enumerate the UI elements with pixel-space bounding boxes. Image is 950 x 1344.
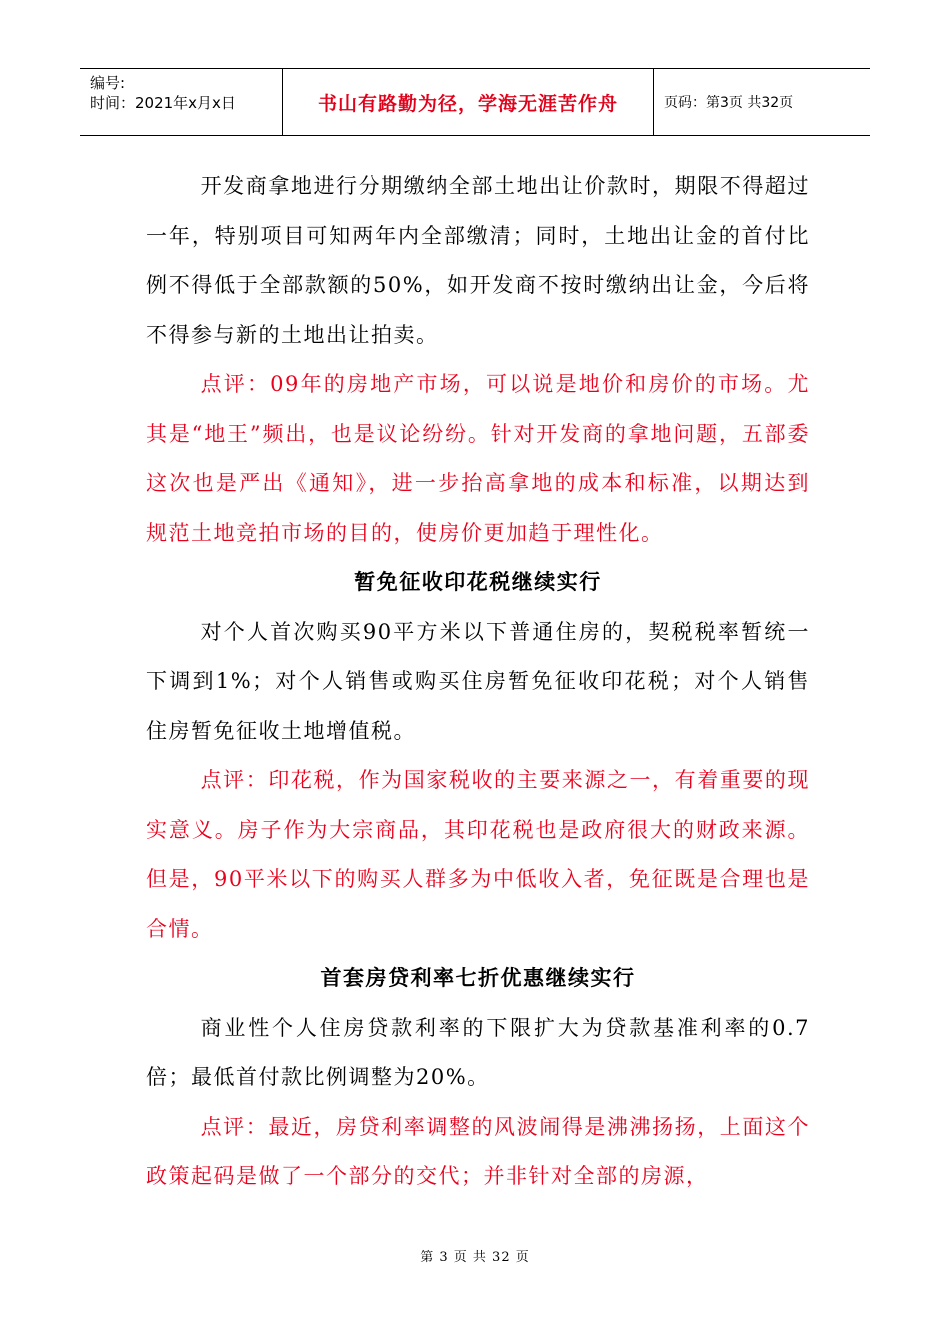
section-heading: 首套房贷利率七折优惠继续实行 — [320, 966, 636, 990]
comment-paragraph: 点评：印花税，作为国家税收的主要来源之一，有着重要的现实意义。房子作为大宗商品，其印花税也是政府很大的财政来源。但是，90平米以下的购买人群多为中低收入者，免征既是合理也是合情。 — [146, 768, 810, 941]
page-footer: 第 3 页 共 32 页 — [420, 1250, 530, 1265]
header-page-info: 页码：第3页 共32页 — [664, 95, 794, 111]
page-header — [80, 68, 870, 136]
paragraph: 开发商拿地进行分期缴纳全部土地出让价款时，期限不得超过一年，特别项目可知两年内全部缴清；同时，土地出让金的首付比例不得低于全部款额的50%，如开发商不按时缴纳出让金，今后将不得参与新的土地出让拍卖。 — [146, 174, 810, 347]
section-heading: 暂免征收印花税继续实行 — [354, 570, 602, 594]
comment-paragraph: 点评：09年的房地产市场，可以说是地价和房价的市场。尤其是“地王”频出，也是议论纷纷。针对开发商的拿地问题，五部委这次也是严出《通知》，进一步抬高拿地的成本和标准，以期达到规范土地竞拍市场的目的，使房价更加趋于理性化。 — [146, 372, 810, 545]
paragraph: 对个人首次购买90平方米以下普通住房的，契税税率暂统一下调到1%；对个人销售或购买住房暂免征收印花税；对个人销售住房暂免征收土地增值税。 — [146, 619, 810, 743]
comment-paragraph: 点评：最近，房贷利率调整的风波闹得是沸沸扬扬，上面这个政策起码是做了一个部分的交代；并非针对全部的房源， — [146, 1114, 810, 1188]
header-motto: 书山有路勤为径，学海无涯苦作舟 — [282, 69, 654, 135]
number-label: 编号: — [90, 74, 126, 92]
time-label: 时间：2021年x月x日 — [90, 94, 236, 112]
header-meta — [80, 69, 282, 135]
document-body — [146, 162, 810, 1202]
paragraph: 商业性个人住房贷款利率的下限扩大为贷款基准利率的0.7倍；最低首付款比例调整为20%。 — [146, 1015, 810, 1089]
